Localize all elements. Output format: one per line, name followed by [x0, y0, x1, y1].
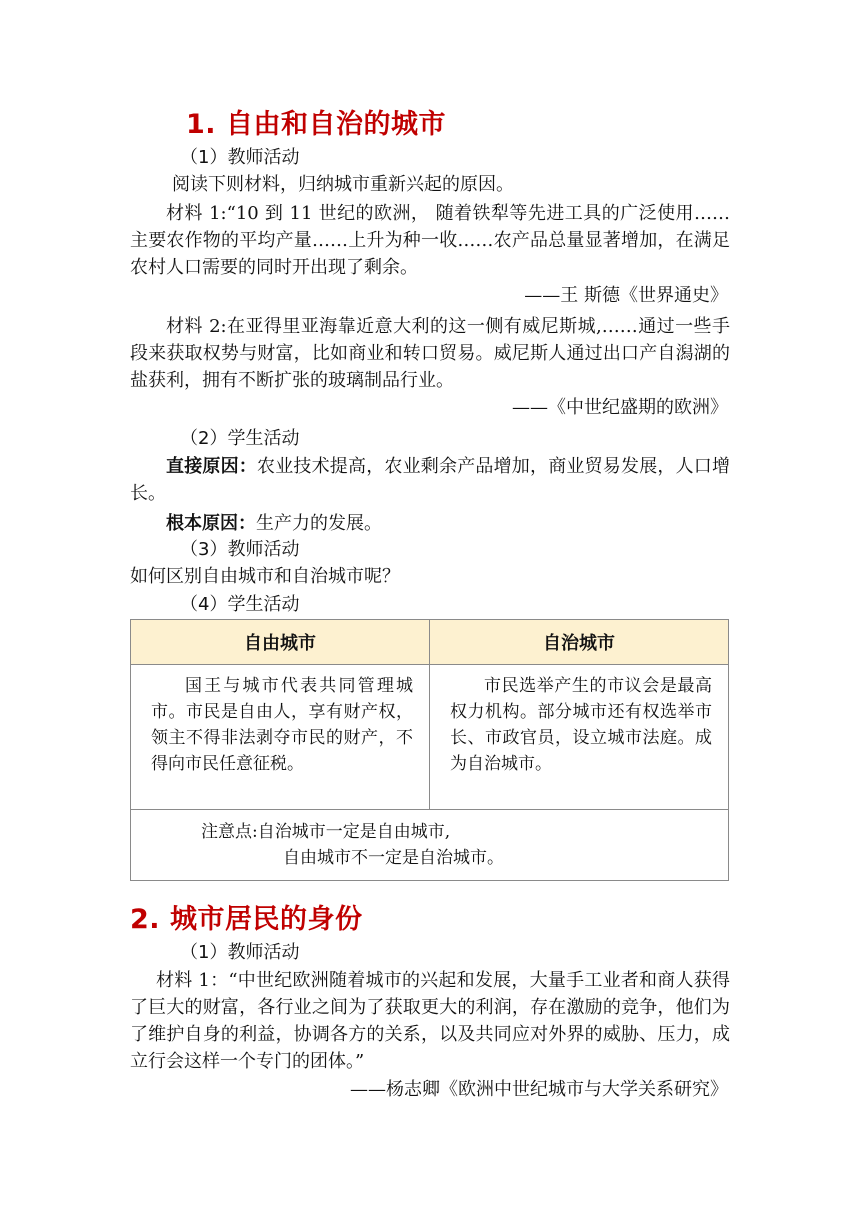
question-text: 如何区别自由城市和自治城市呢？: [130, 566, 400, 587]
student-activity-2: （2）学生活动: [180, 428, 300, 449]
instruction-text: 阅读下则材料，归纳城市重新兴起的原因。: [172, 174, 514, 195]
note-text: [131, 819, 728, 871]
root-reason-text: 生产力的发展。: [256, 513, 382, 534]
teacher-activity-3: （3）教师活动: [180, 539, 300, 560]
section2-material1-paragraph: 材料 1：“中世纪欧洲随着城市的兴起和发展，大量手工业者和商人获得了巨大的财富，各行业之间为了获取更大的利润，存在激励的竞争，他们为了维护自身的利益，协调各方的关系，以及共同应对外界的威胁、压力，成立行会这样一个专门的团体。”: [130, 970, 730, 1072]
free-city-cell: 国王与城市代表共同管理城市。市民是自由人，享有财产权，领主不得非法剥夺市民的财产，不得向市民任意征税。: [131, 665, 430, 810]
root-reason-label: 根本原因：: [166, 513, 256, 534]
direct-reason: [130, 453, 730, 507]
table-note-row: [131, 810, 729, 881]
section2-material1-source: ——杨志卿《欧洲中世纪城市与大学关系研究》: [350, 1079, 728, 1100]
note-cell: [131, 810, 729, 881]
section1-heading: 1. 自由和自治的城市: [186, 109, 446, 140]
autonomous-city-cell: 市民选举产生的市议会是最高权力机构。部分城市还有权选举市长、市政官员，设立城市法庭。成为自治城市。: [430, 665, 729, 810]
direct-reason-text: 农业技术提高，农业剩余产品增加，商业贸易发展，人口增长。: [130, 456, 730, 504]
direct-reason-label: 直接原因：: [166, 456, 257, 477]
table-row: [131, 665, 729, 810]
material2-paragraph: 材料 2:在亚得里亚海靠近意大利的这一侧有威尼斯城,……通过一些手段来获取权势与财富，比如商业和转口贸易。威尼斯人通过出口产自潟湖的盐获利，拥有不断扩张的玻璃制品行业。: [130, 316, 730, 391]
note-line-1: 注意点:自治城市一定是自由城市,: [201, 822, 451, 842]
section2-teacher-activity-1: （1）教师活动: [180, 942, 300, 963]
table-header-row: [131, 620, 729, 665]
material1-paragraph: 材料 1:“10 到 11 世纪的欧洲， 随着铁犁等先进工具的广泛使用……主要农作物的平均产量……上升为种一收……农产品总量显著增加，在满足农村人口需要的同时开出现了剩余。: [130, 203, 730, 278]
material2-source: ——《中世纪盛期的欧洲》: [512, 397, 728, 418]
teacher-activity-1: （1）教师活动: [180, 147, 300, 168]
section2-heading: 2. 城市居民的身份: [130, 904, 363, 935]
comparison-table: [130, 619, 729, 881]
material1-source: ——王 斯德《世界通史》: [524, 285, 728, 306]
root-reason: [130, 510, 730, 537]
free-city-header: 自由城市: [131, 620, 430, 665]
autonomous-city-header: 自治城市: [430, 620, 729, 665]
student-activity-4: （4）学生活动: [180, 594, 300, 615]
note-line-2: 自由城市不一定是自治城市。: [283, 848, 504, 868]
